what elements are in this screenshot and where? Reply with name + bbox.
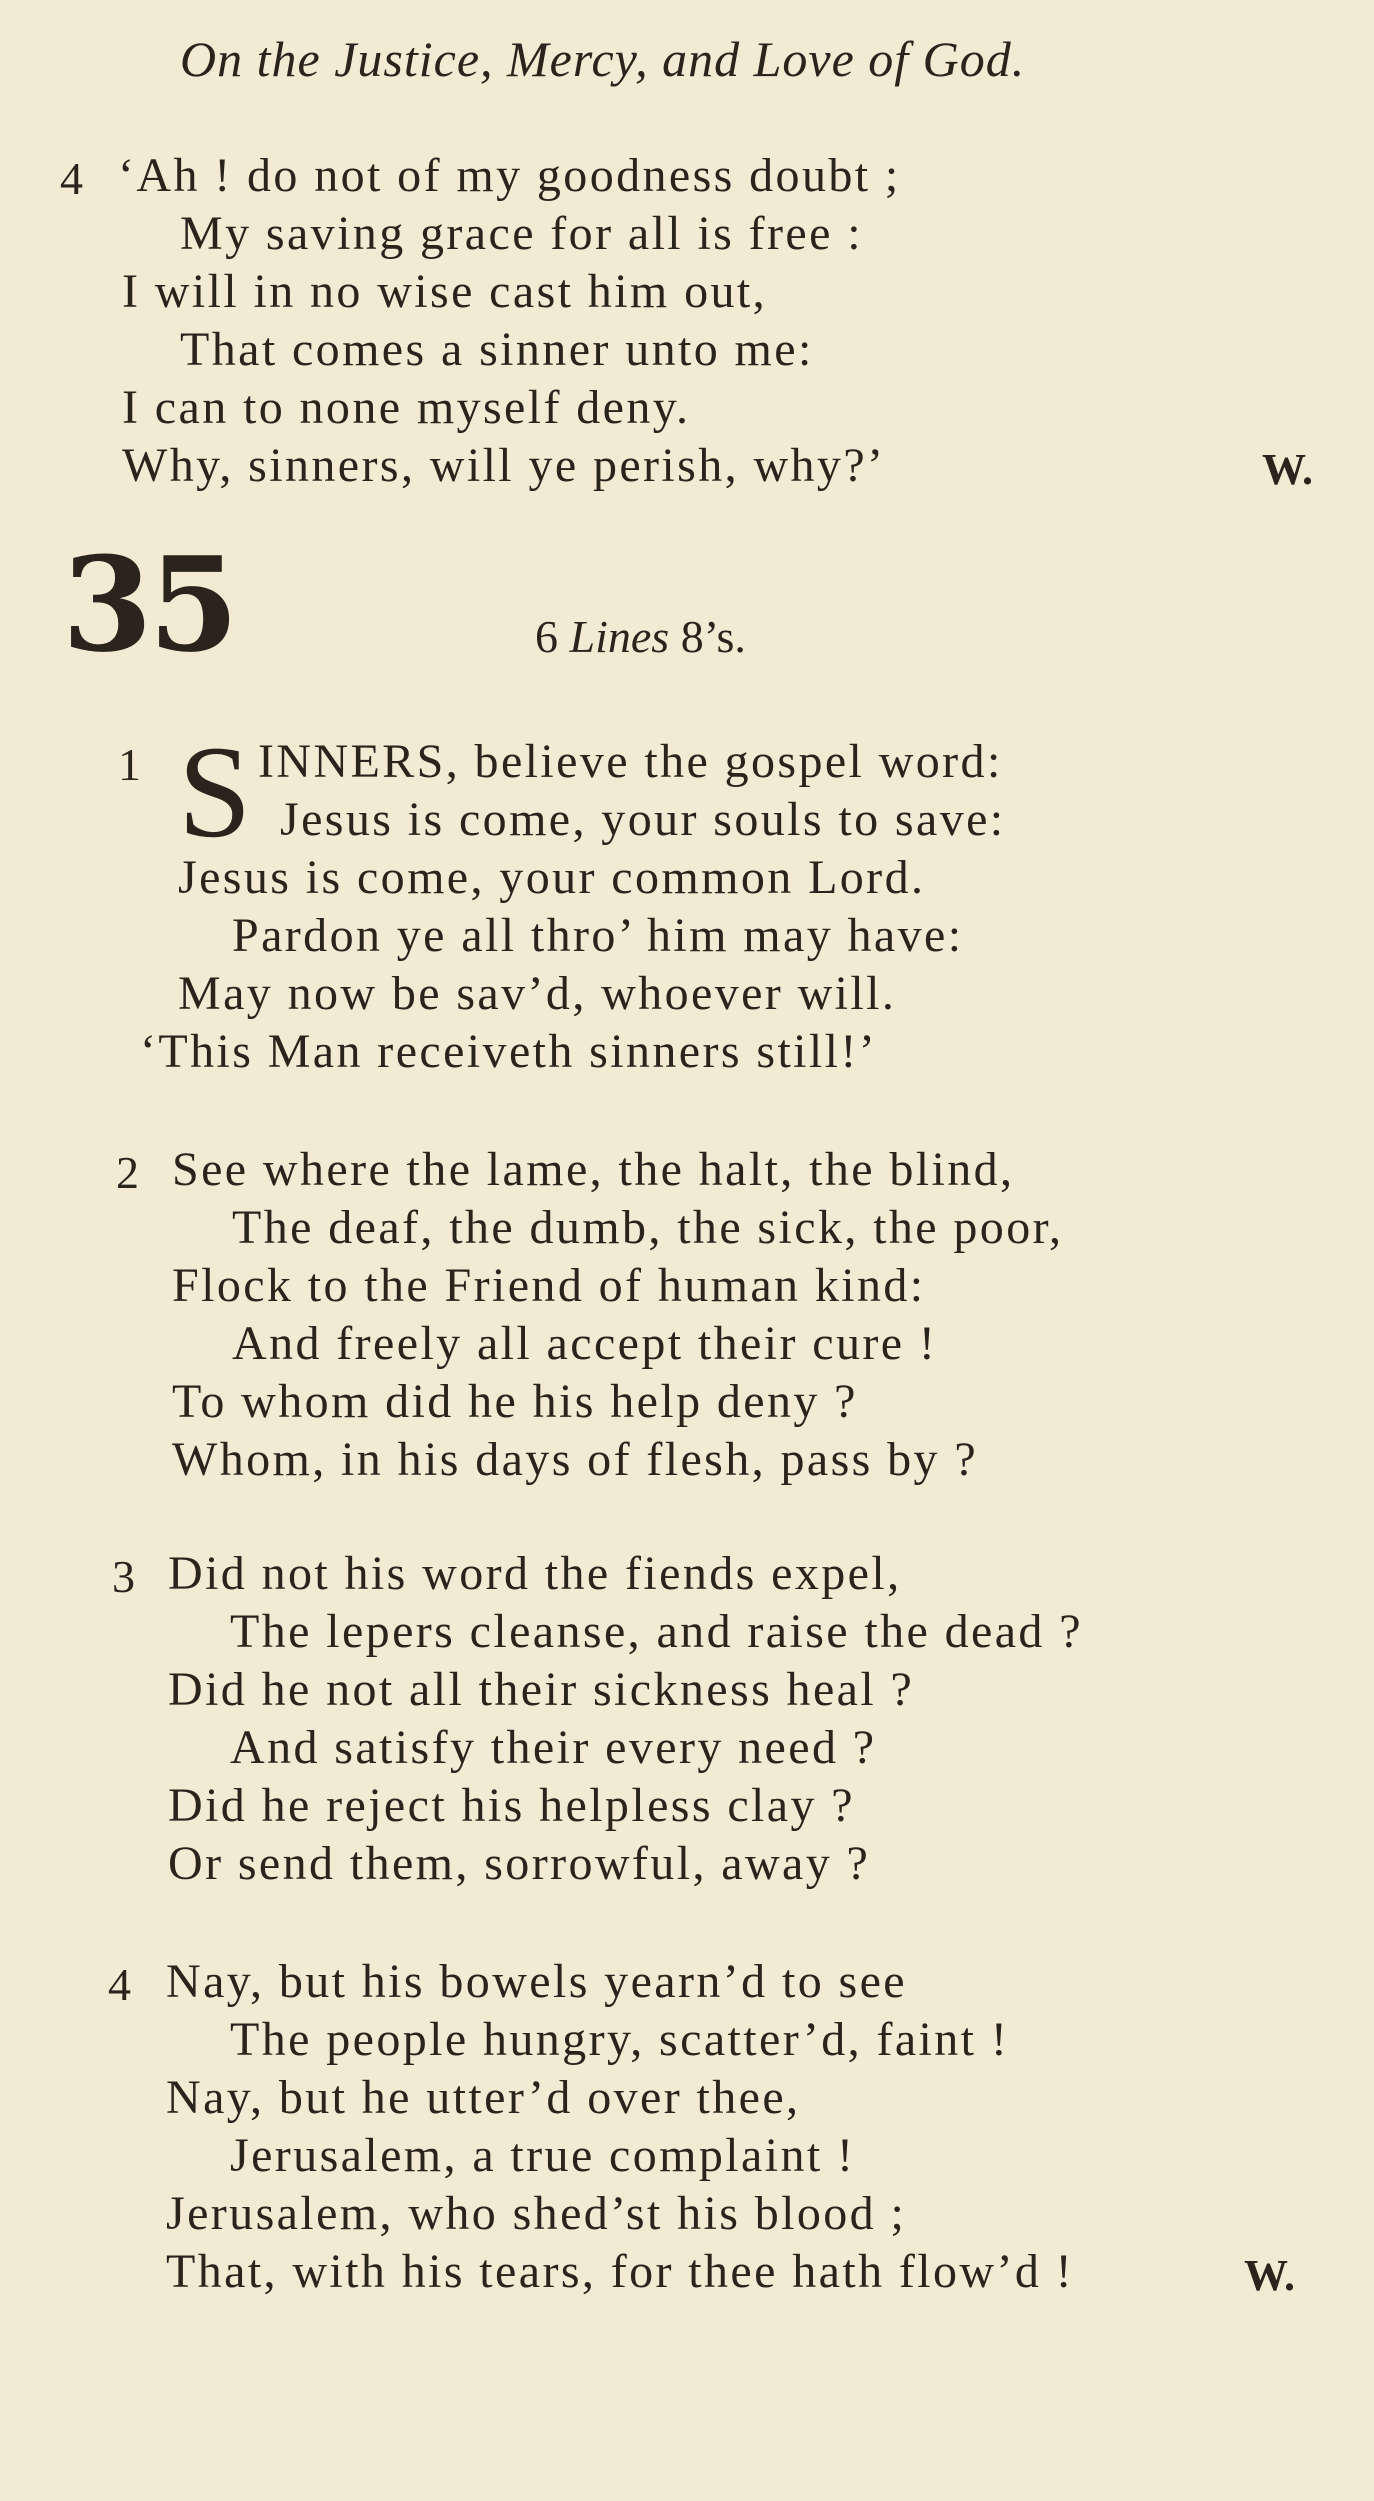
verse-line: That comes a sinner unto me: <box>180 323 814 376</box>
verse-line: ‘Ah ! do not of my goodness doubt ; <box>118 149 901 202</box>
author-mark: W. <box>1244 2251 1295 2300</box>
verse-line: Why, sinners, will ye perish, why?’ <box>122 439 886 492</box>
stanza-number: 4 <box>108 1959 131 2010</box>
hymn-number: 35 <box>62 528 235 681</box>
verse-line: The people hungry, scatter’d, faint ! <box>230 2013 1010 2066</box>
meter-rest: 8’s. <box>680 611 746 662</box>
verse-line: INNERS, believe the gospel word: <box>258 735 1003 788</box>
meter-heading <box>535 610 746 663</box>
verse-line: Did he reject his helpless clay ? <box>168 1779 855 1832</box>
verse-line: ‘This Man receiveth sinners still!’ <box>140 1025 878 1078</box>
verse-line: Did not his word the fiends expel, <box>168 1547 902 1600</box>
verse-line: The deaf, the dumb, the sick, the poor, <box>232 1201 1064 1254</box>
verse-line: Nay, but his bowels yearn’d to see <box>166 1955 907 2008</box>
verse-line: May now be sav’d, whoever will. <box>178 967 897 1020</box>
verse-line: Pardon ye all thro’ him may have: <box>232 909 964 962</box>
verse-line: Whom, in his days of flesh, pass by ? <box>172 1433 979 1486</box>
verse-line: I will in no wise cast him out, <box>122 265 768 318</box>
stanza-number: 3 <box>112 1551 135 1602</box>
meter-word: Lines <box>569 611 670 662</box>
verse-line: Jerusalem, a true complaint ! <box>230 2129 856 2182</box>
verse-line: My saving grace for all is free : <box>180 207 863 260</box>
verse-line: The lepers cleanse, and raise the dead ? <box>230 1605 1083 1658</box>
verse-line: Jerusalem, who shed’st his blood ; <box>166 2187 907 2240</box>
verse-line: Or send them, sorrowful, away ? <box>168 1837 871 1890</box>
meter-count: 6 <box>535 611 558 662</box>
verse-line: Flock to the Friend of human kind: <box>172 1259 926 1312</box>
stanza-number: 4 <box>60 153 83 204</box>
verse-line: Jesus is come, your common Lord. <box>178 851 926 904</box>
verse-line: Did he not all their sickness heal ? <box>168 1663 915 1716</box>
verse-line: Nay, but he utter’d over thee, <box>166 2071 801 2124</box>
verse-line: And satisfy their every need ? <box>230 1721 877 1774</box>
verse-line: And freely all accept their cure ! <box>232 1317 938 1370</box>
verse-line: Jesus is come, your souls to save: <box>280 793 1006 846</box>
running-head: On the Justice, Mercy, and Love of God. <box>180 31 1026 87</box>
drop-cap: S <box>178 718 252 865</box>
verse-line: To whom did he his help deny ? <box>172 1375 858 1428</box>
author-mark: W. <box>1262 445 1313 494</box>
verse-line: I can to none myself deny. <box>122 381 691 434</box>
verse-line: That, with his tears, for thee hath flow’d ! <box>166 2245 1075 2298</box>
verse-line: See where the lame, the halt, the blind, <box>172 1143 1015 1196</box>
stanza-number: 2 <box>116 1147 139 1198</box>
stanza-number: 1 <box>118 739 141 790</box>
